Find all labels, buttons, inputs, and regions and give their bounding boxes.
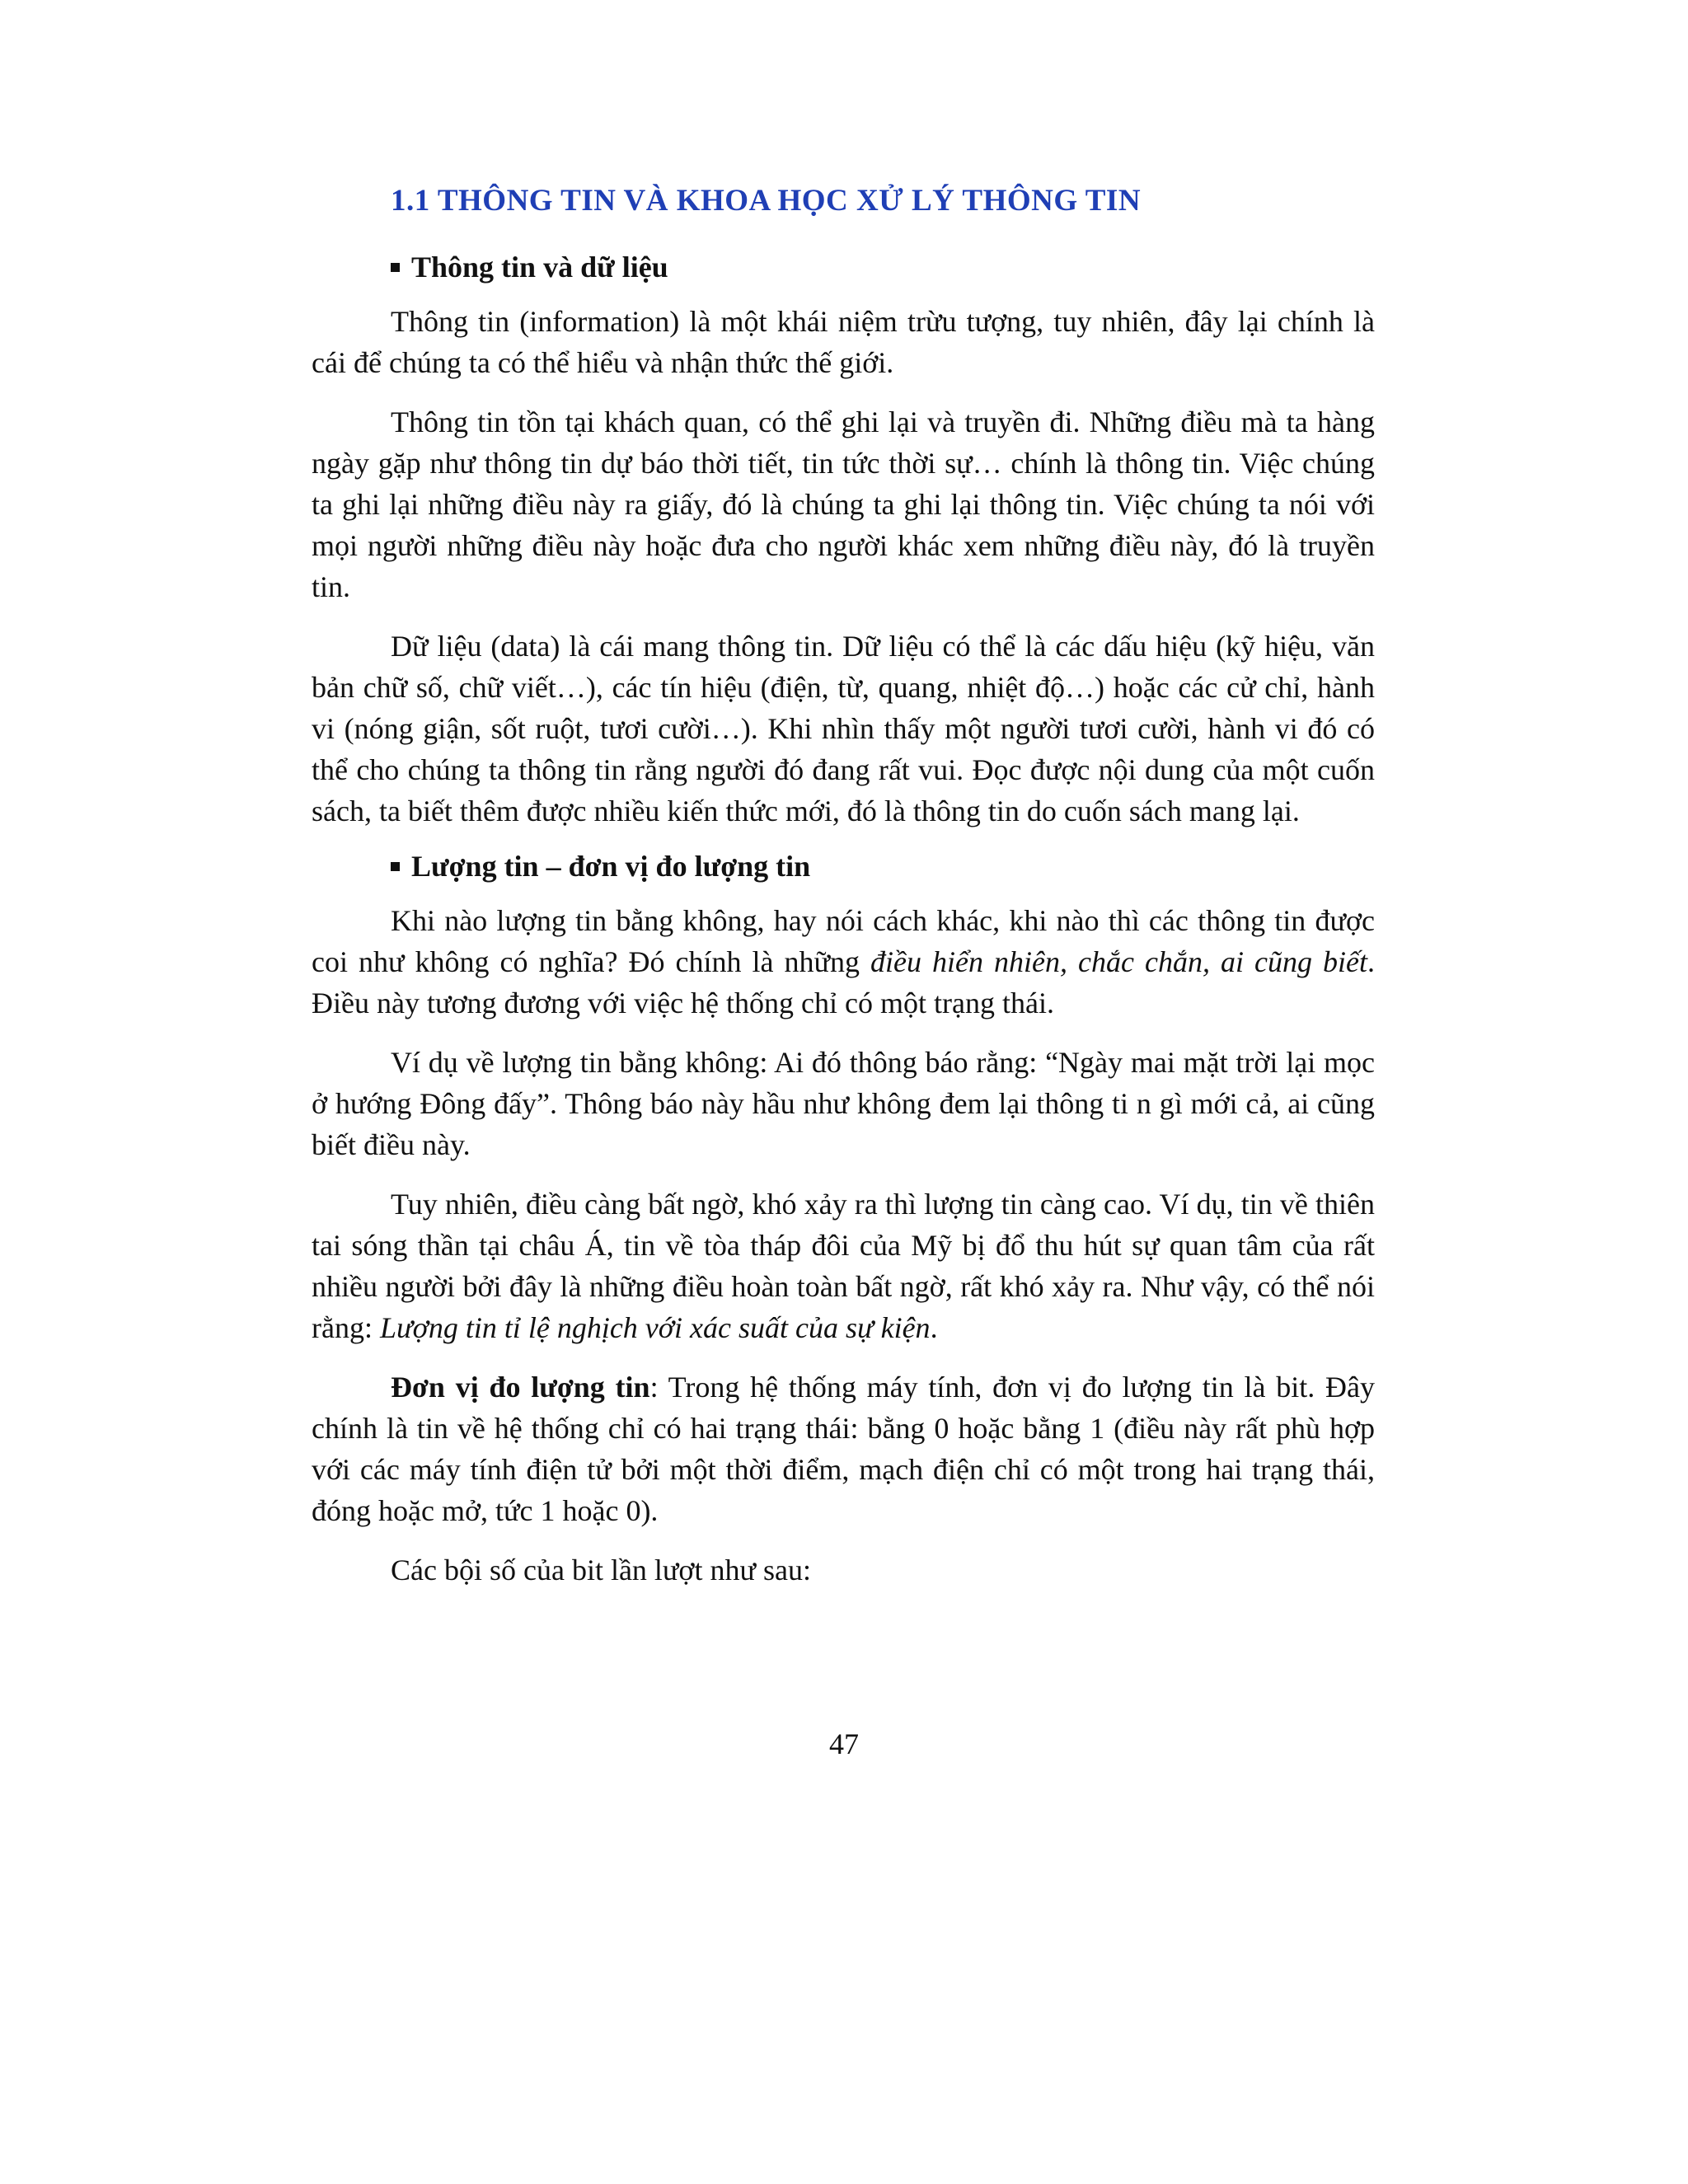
paragraph-information-exists: Thông tin tồn tại khách quan, có thể ghi lại và truyền đi. Những điều mà ta hàng ngày gặp như thông tin dự báo thời tiết, tin tức thời sự… chính là thông tin. Việc chúng ta ghi lại những điều này ra giấy, đó là chúng ta ghi lại thông tin. Việc chúng ta nói với mọi người những điều này hoặc đưa cho người khác xem những điều này, đó là truyền tin.: [312, 405, 1375, 604]
subheading-information-amount: [391, 848, 1375, 885]
section-heading: 1.1 THÔNG TIN VÀ KHOA HỌC XỬ LÝ THÔNG TIN: [391, 184, 1142, 218]
paragraph-unexpected-events: [312, 1183, 1375, 1348]
page-content: [312, 183, 1375, 1609]
paragraph-unexpected-events-part2: .: [930, 1311, 938, 1345]
square-bullet-icon: [391, 263, 400, 272]
paragraph-unexpected-events-emphasis: Lượng tin tỉ lệ nghịch với xác suất của sự kiện: [379, 1311, 931, 1345]
paragraph-data-definition: Dữ liệu (data) là cái mang thông tin. Dữ liệu có thể là các dấu hiệu (kỹ hiệu, văn bản chữ số, chữ viết…), các tín hiệu (điện, từ, quang, nhiệt độ…) hoặc các cử chỉ, hành vi (nóng giận, sốt ruột, tươi cười…). Khi nhìn thấy một người tươi cười, hành vi đó có thể cho chúng ta thông tin rằng người đó đang rất vui. Đọc được nội dung của một cuốn sách, ta biết thêm được nhiều kiến thức mới, đó là thông tin do cuốn sách mang lại.: [312, 630, 1375, 828]
page-number: 47: [829, 1727, 859, 1760]
subheading-information-amount-text: Lượng tin – đơn vị đo lượng tin: [411, 850, 811, 883]
square-bullet-icon: [391, 862, 400, 871]
subheading-info-data-text: Thông tin và dữ liệu: [411, 251, 668, 284]
paragraph-zero-information-part1: Khi nào lượng tin bằng không, hay nói cách khác, khi nào thì các thông tin được coi như không có nghĩa? Đó chính là những: [312, 904, 1375, 979]
paragraph-zero-information-part2: . Điều này tương đương với việc hệ thống chỉ có một trạng thái.: [312, 945, 1375, 1020]
subheading-info-data: [391, 249, 1375, 286]
paragraph-bit-multiples: Các bội số của bit lần lượt như sau:: [391, 1554, 811, 1587]
bit-unit-term: Đơn vị đo lượng tin: [391, 1371, 650, 1404]
paragraph-information-definition: Thông tin (information) là một khái niệm trừu tượng, tuy nhiên, đây lại chính là cái để chúng ta có thể hiểu và nhận thức thế giới.: [312, 305, 1375, 380]
paragraph-bit-unit: [312, 1366, 1375, 1531]
paragraph-zero-information-emphasis: điều hiển nhiên, chắc chắn, ai cũng biết: [870, 945, 1367, 979]
paragraph-unexpected-events-part1: Tuy nhiên, điều càng bất ngờ, khó xảy ra thì lượng tin càng cao. Ví dụ, tin về thiên tai sóng thần tại châu Á, tin về tòa tháp đôi của Mỹ bị đổ thu hút sự quan tâm của rất nhiều người bởi đây là những điều hoàn toàn bất ngờ, rất khó xảy ra. Như vậy, có thể nói rằng:: [312, 1188, 1375, 1345]
paragraph-zero-information-example: Ví dụ về lượng tin bằng không: Ai đó thông báo rằng: “Ngày mai mặt trời lại mọc ở hướng Đông đấy”. Thông báo này hầu như không đem lại thông ti n gì mới cả, ai cũng biết điều này.: [312, 1046, 1375, 1162]
paragraph-zero-information: [312, 900, 1375, 1024]
bit-unit-definition: : Trong hệ thống máy tính, đơn vị đo lượng tin là bit. Đây chính là tin về hệ thống chỉ có hai trạng thái: bằng 0 hoặc bằng 1 (điều này rất phù hợp với các máy tính điện tử bởi một thời điểm, mạch điện chỉ có một trong hai trạng thái, đóng hoặc mở, tức 1 hoặc 0).: [312, 1371, 1375, 1528]
